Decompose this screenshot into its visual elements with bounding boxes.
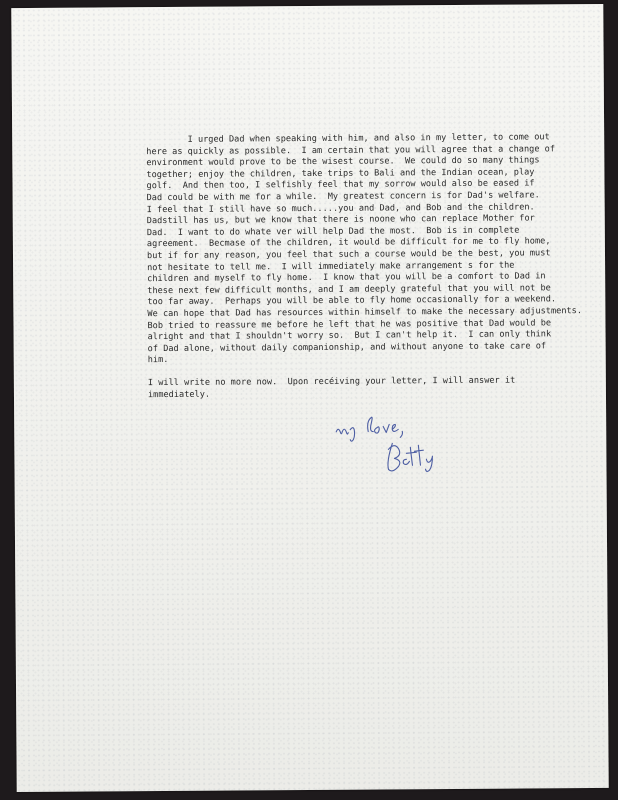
letter-line: Dad. I want to do whate ver will help Dad the most. Bob is in complete <box>146 225 520 238</box>
letter-line: I will write no more now. Upon recéiving your letter, I will answer it <box>147 376 516 389</box>
letter-line: agreement. Becmase of the children, it would be difficult for me to fly home, <box>146 236 551 250</box>
paragraph-2 <box>148 375 618 401</box>
letter-line: too far away. Perhaps you will be able to fly home occasionally for a weekend. <box>147 294 557 308</box>
letter-line: immediately. <box>147 389 211 401</box>
letter-line: of Dad alone, without daily companionship, and without anyone to take care of <box>147 341 547 354</box>
closing-script <box>336 417 402 441</box>
letter-line: not hesitate to tell me. I will immediately make arrangement s for the <box>147 260 515 273</box>
handwriting-ink <box>334 409 484 480</box>
letter-line: I urged Dad when speaking with him, and also in my letter, to come out <box>146 132 550 146</box>
letter-line: children and myself to fly home. I know that you will be a comfort to Dad in <box>147 271 546 285</box>
handwritten-closing <box>334 409 484 480</box>
letter-line: alright and that I shouldn't worry so. But I can't help it. I can only think <box>147 329 552 343</box>
letter-line: Bob tried to reassure me before he left that he was positive that Dad would be <box>147 317 552 331</box>
letter-line: I feel that I still have so much.....you and Dad, and Bob and the children. <box>146 201 535 215</box>
letter-line: here as quickly as possible. I am certain that you will agree that a change of <box>146 143 556 157</box>
signature-script <box>388 443 433 472</box>
letter-line: Dad could be with me for a while. My greatest concern is for Dad's welfare. <box>146 190 540 204</box>
letter-line: these next few difficult months, and I am deeply grateful that you will not be <box>147 283 551 296</box>
letter-line: environment would prove to be the wisest course. We could do so many things <box>146 155 540 169</box>
letter-line: We can hope that Dad has resources within himself to make the necessary adjustments. <box>147 306 583 320</box>
letter-line: golf. And then too, I selfishly feel that my sorrow would also be eased if <box>146 178 535 192</box>
letter-line: him. <box>147 355 169 366</box>
typed-letter-body <box>146 132 618 402</box>
letter-line: but if for any reason, you feel that such a course would be the best, you must <box>146 248 551 262</box>
letter-line: Dadstill has us, but we know that there is noone who can replace Mother for <box>146 213 535 227</box>
letter-page <box>11 4 608 792</box>
letter-line: together; enjoy the children, take trips to Bali and the Indian ocean, play <box>146 167 535 180</box>
paragraph-1 <box>146 132 618 367</box>
